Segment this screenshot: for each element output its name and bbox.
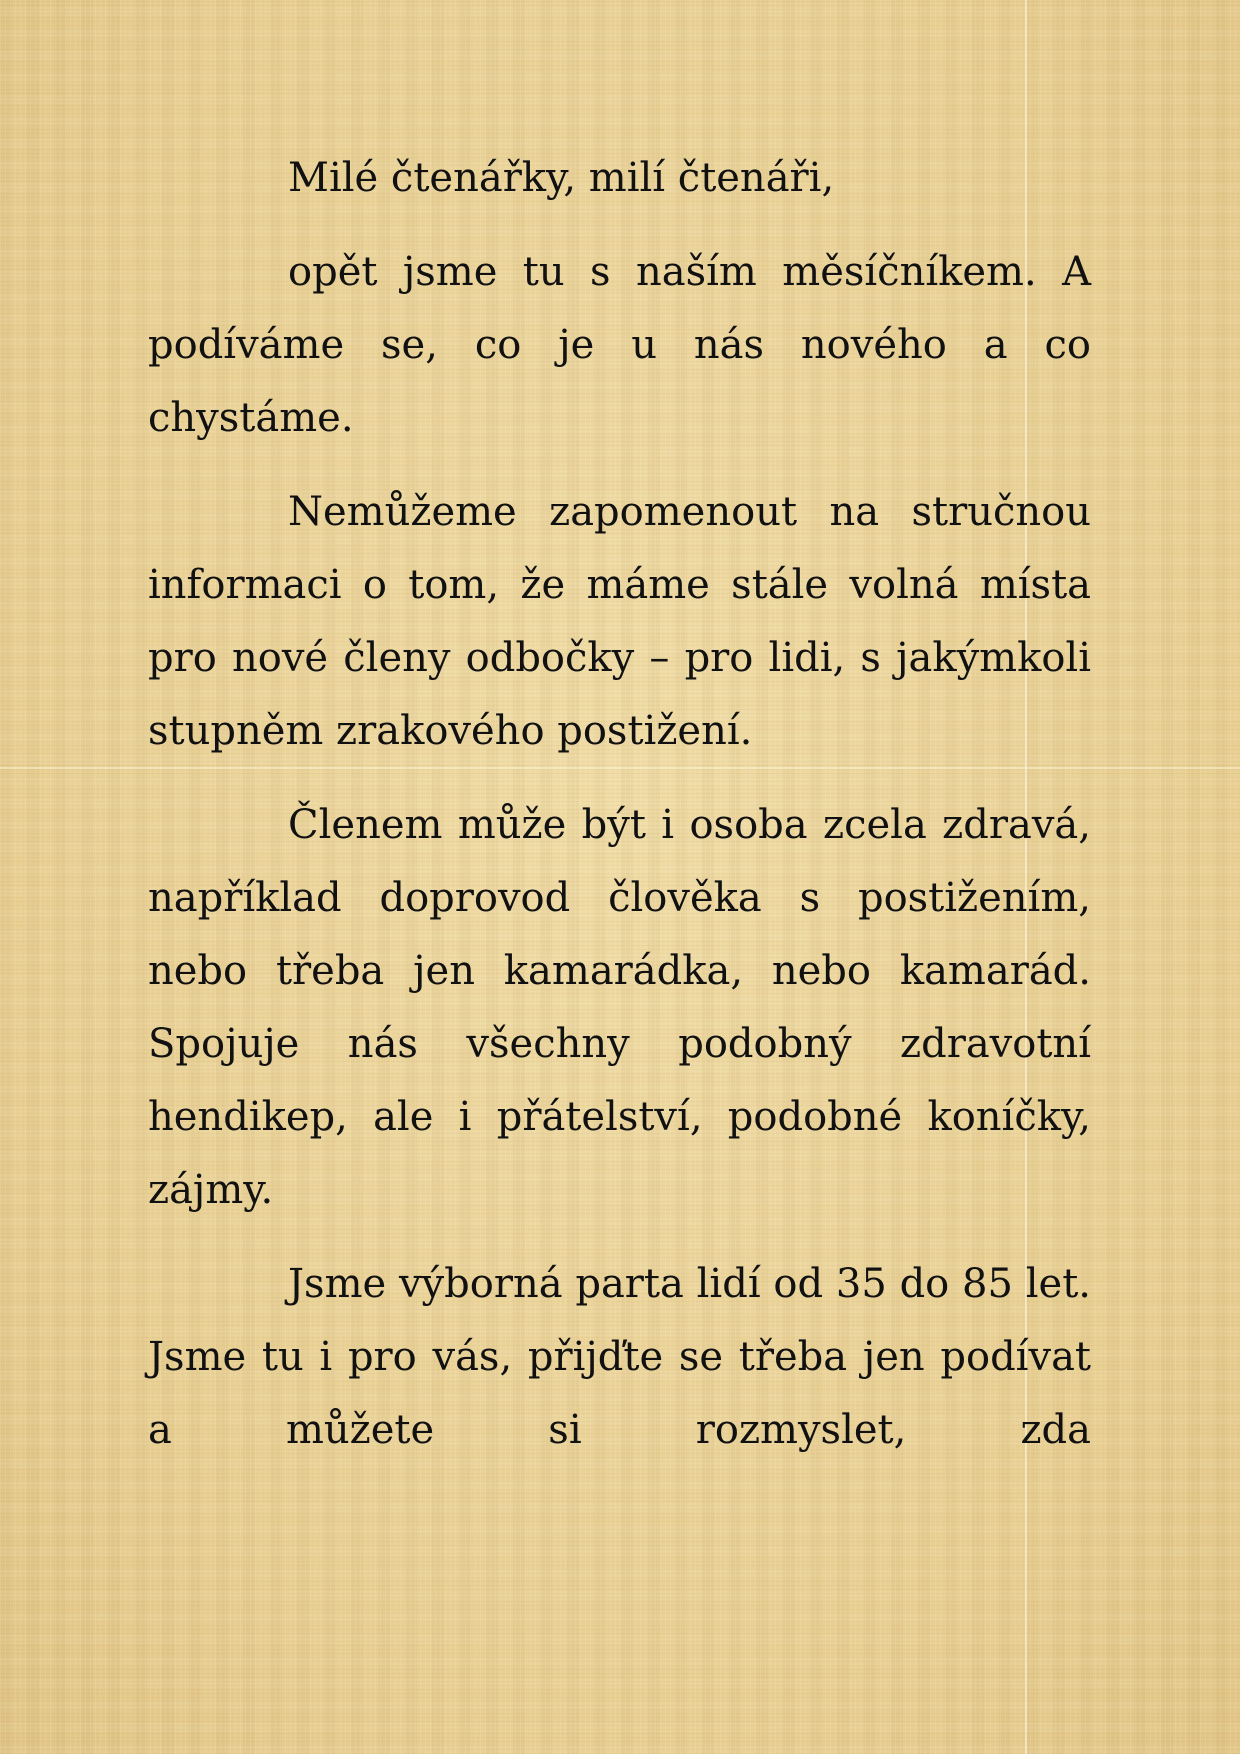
paragraph-healthy-members: Členem může být i osoba zcela zdravá, například doprovod člověka s postižením, nebo třeba jen kamarádka, nebo kamarád. Spojuje nás všechny podobný zdravotní hendikep, ale i přátelství, podobné koníčky, zájmy. <box>148 802 1091 1213</box>
paragraph-membership-info: Nemůžeme zapomenout na stručnou informaci o tom, že máme stále volná místa pro nové členy odbočky – pro lidi, s jakýmkoli stupněm zrakového postižení. <box>148 489 1091 754</box>
letter-body <box>148 142 1091 1488</box>
paragraph-magazine-intro: opět jsme tu s naším měsíčníkem. A podíváme se, co je u nás nového a co chystáme. <box>148 249 1091 441</box>
greeting: Milé čtenářky, milí čtenáři, <box>288 155 835 201</box>
paragraph-invitation: Jsme výborná parta lidí od 35 do 85 let. Jsme tu i pro vás, přijďte se třeba jen podívat a můžete si rozmyslet, zda <box>148 1261 1091 1453</box>
